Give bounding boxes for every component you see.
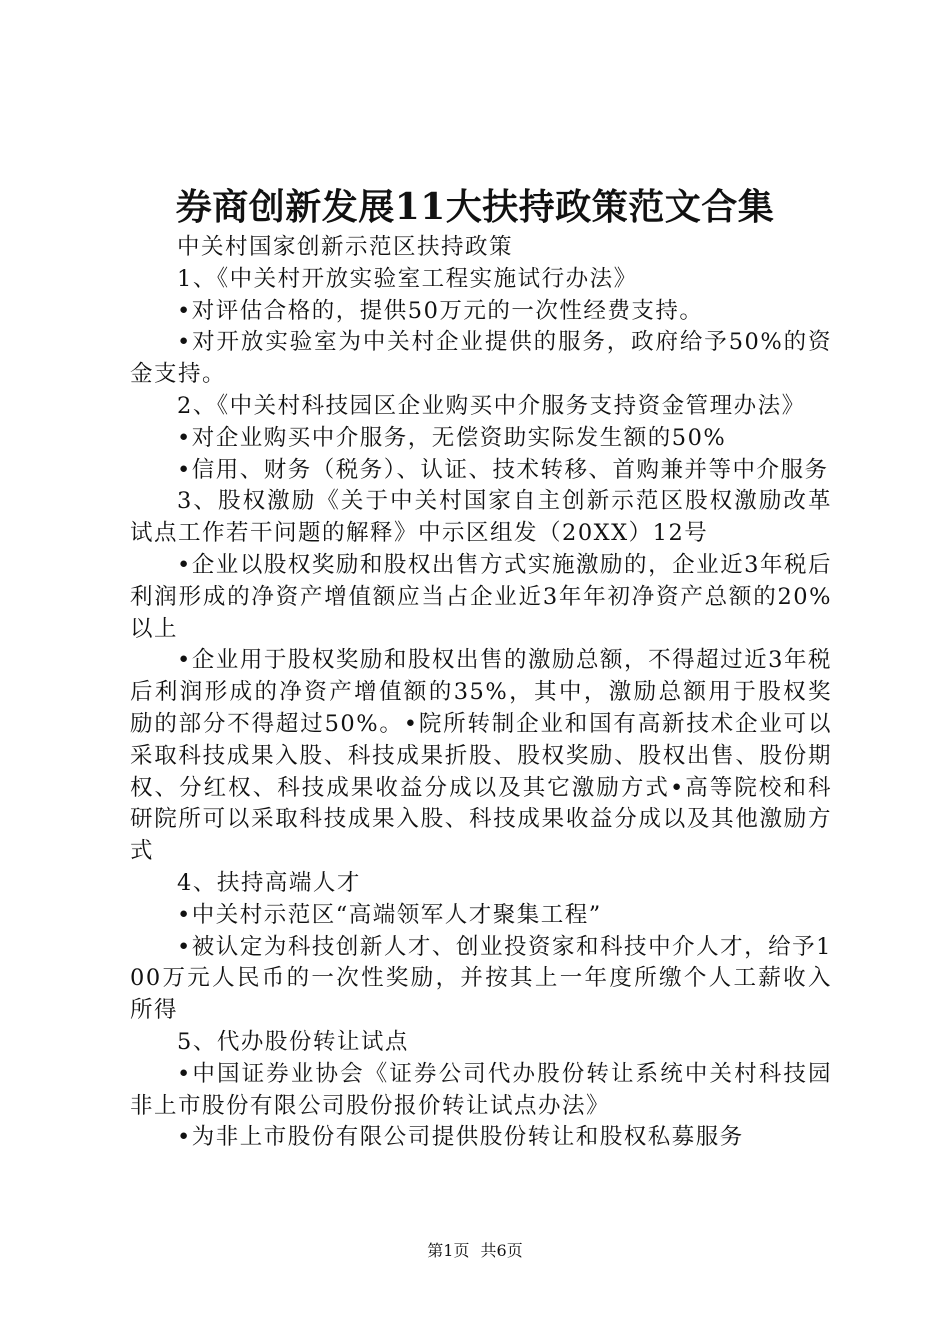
page-total: 共6页 — [480, 1241, 523, 1260]
paragraph: •对评估合格的，提供50万元的一次性经费支持。 — [177, 297, 704, 324]
page-number: 第1页 — [427, 1241, 470, 1260]
paragraph: 2、《中关村科技园区企业购买中介服务支持资金管理办法》 — [177, 392, 806, 419]
page-footer — [0, 1240, 950, 1262]
paragraph: 3、股权激励《关于中关村国家自主创新示范区股权激励改革试点工作若干问题的解释》中示区组发（20XX）12号 — [130, 488, 832, 547]
paragraph: •对开放实验室为中关村企业提供的服务，政府给予50%的资金支持。 — [130, 329, 832, 388]
document-title: 券商创新发展11大扶持政策范文合集 — [175, 186, 775, 228]
paragraph: •企业以股权奖励和股权出售方式实施激励的，企业近3年税后利润形成的净资产增值额应当占企业近3年年初净资产总额的20%以上 — [130, 551, 832, 642]
paragraph: •企业用于股权奖励和股权出售的激励总额，不得超过近3年税后利润形成的净资产增值额的35%，其中，激励总额用于股权奖励的部分不得超过50%。•院所转制企业和国有高新技术企业可以采取科技成果入股、科技成果折股、股权奖励、股权出售、股份期权、分红权、科技成果收益分成以及其它激励方式•高等院校和科研院所可以采取科技成果入股、科技成果收益分成以及其他激励方式 — [130, 647, 832, 865]
paragraph: •对企业购买中介服务，无偿资助实际发生额的50% — [177, 424, 727, 451]
paragraph: •被认定为科技创新人才、创业投资家和科技中介人才，给予100万元人民币的一次性奖励，并按其上一年度所缴个人工薪收入所得 — [130, 933, 832, 1024]
paragraph: •为非上市股份有限公司提供股份转让和股权私募服务 — [177, 1124, 744, 1151]
paragraph: 1、《中关村开放实验室工程实施试行办法》 — [177, 265, 638, 292]
paragraph: •信用、财务（税务）、认证、技术转移、首购兼并等中介服务 — [177, 456, 829, 483]
paragraph: 5、代办股份转让试点 — [177, 1028, 409, 1055]
paragraph: 中关村国家创新示范区扶持政策 — [177, 234, 514, 260]
paragraph: •中国证券业协会《证券公司代办股份转让系统中关村科技园非上市股份有限公司股份报价转让试点办法》 — [130, 1060, 832, 1119]
paragraph: •中关村示范区“高端领军人才聚集工程” — [177, 901, 602, 928]
document-body — [130, 232, 832, 1154]
paragraph: 4、扶持高端人才 — [177, 869, 361, 896]
